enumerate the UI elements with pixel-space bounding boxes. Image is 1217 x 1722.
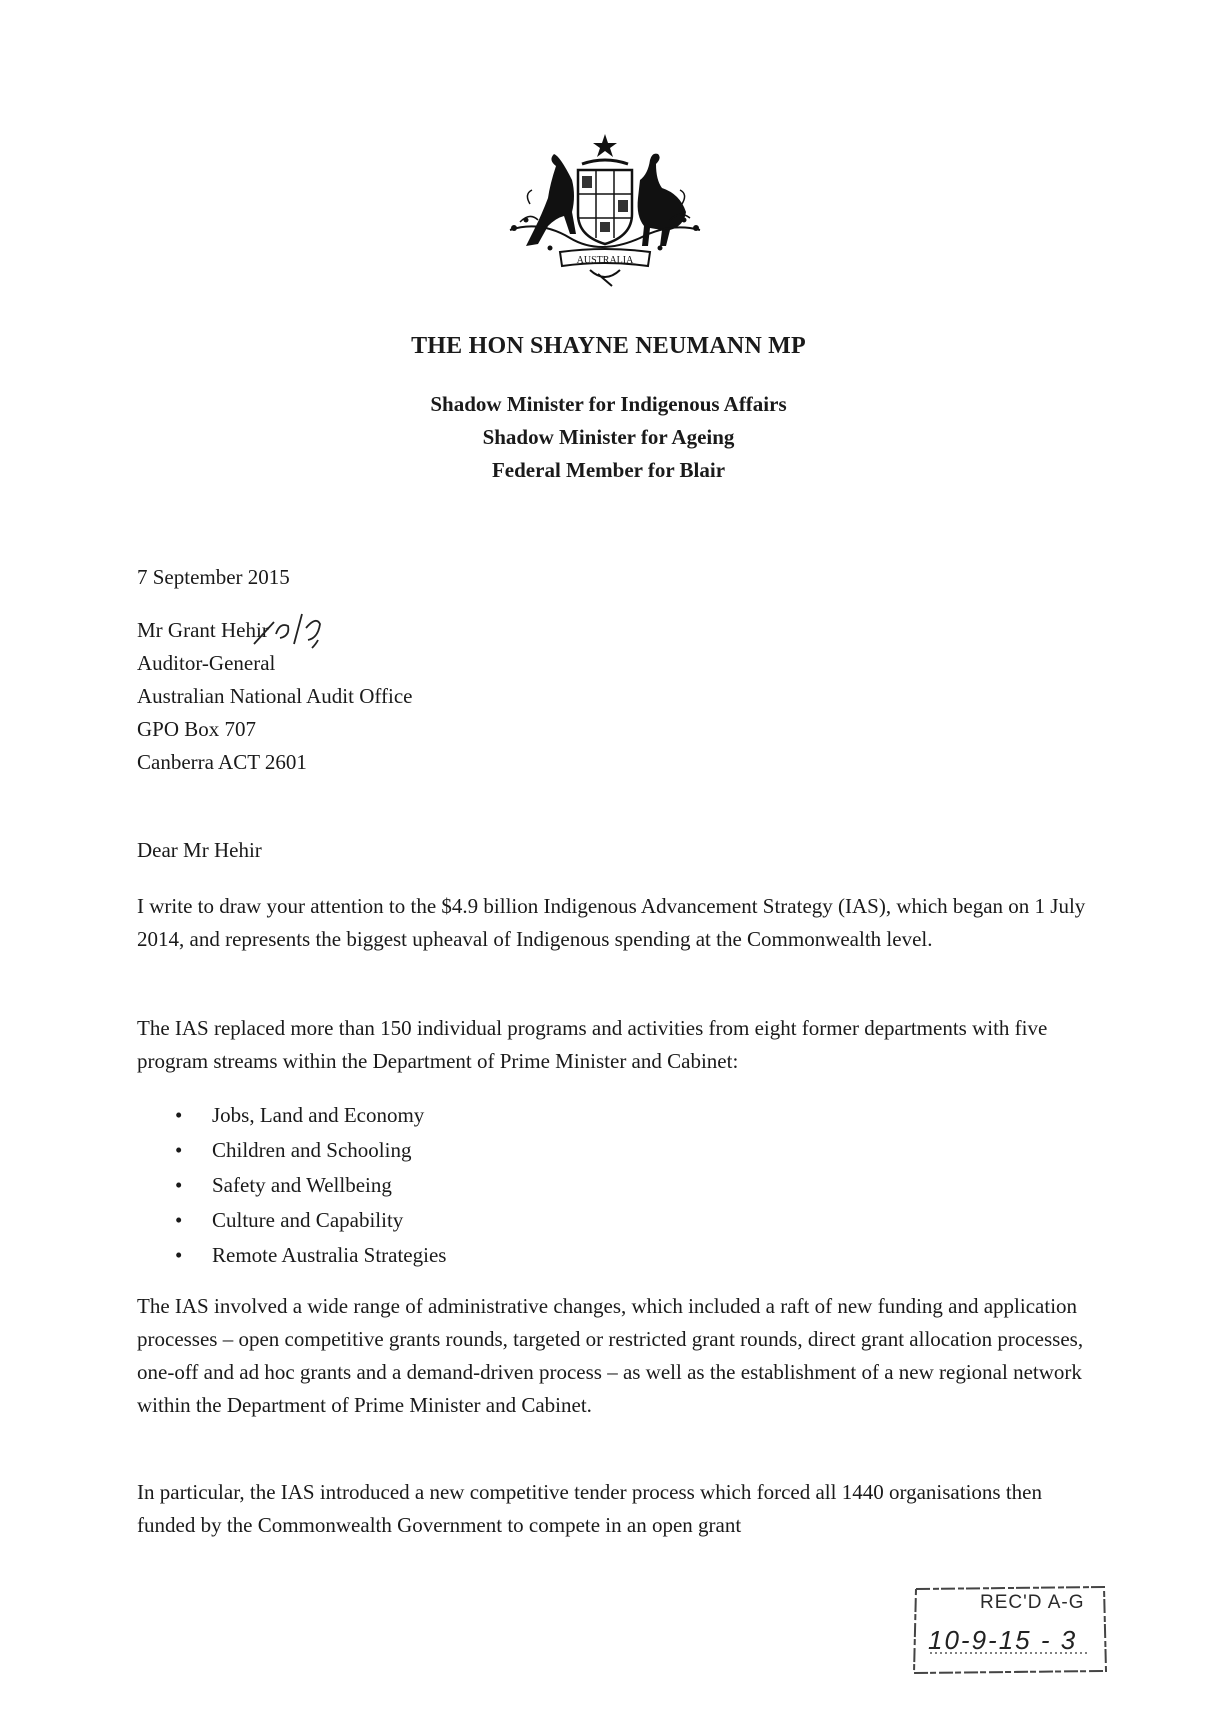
received-stamp: [910, 1585, 1110, 1675]
letterhead-name: THE HON SHAYNE NEUMANN MP: [411, 333, 806, 359]
list-item: • Jobs, Land and Economy: [175, 1098, 446, 1133]
list-item: • Children and Schooling: [175, 1133, 446, 1168]
role-line: Federal Member for Blair: [491, 458, 726, 482]
paragraph: The IAS involved a wide range of administrative changes, which included a raft of new funding and application processes – open competitive grants rounds, targeted or restricted grant rounds, direct grant allocation processes, one-off and ad hoc grants and a demand-driven process – as well as the establishment of a new regional network within the Department of Prime Minister and Cabinet.: [137, 1294, 1084, 1417]
coat-of-arms-icon: [490, 134, 720, 294]
recipient-line: Mr Grant Hehir: [137, 618, 269, 642]
crest-scroll-label: AUSTRALIA: [576, 255, 634, 266]
recipient-line: Auditor-General: [137, 651, 276, 675]
handwritten-annotation-icon: [250, 604, 330, 652]
letterhead-roles: [0, 388, 1217, 487]
list-item: • Culture and Capability: [175, 1203, 446, 1238]
program-streams-list: [175, 1098, 446, 1273]
paragraph: I write to draw your attention to the $4.9 billion Indigenous Advancement Strategy (IAS), which began on 1 July 2014, and represents the biggest upheaval of Indigenous spending at the Commonwealth level.: [137, 894, 1086, 951]
stamp-handwritten-date: 10-9-15 - 3: [928, 1625, 1078, 1655]
letter-date: 7 September 2015: [137, 565, 290, 589]
recipient-line: Canberra ACT 2601: [137, 750, 307, 774]
list-item: • Safety and Wellbeing: [175, 1168, 446, 1203]
stamp-label: REC'D A-G: [980, 1592, 1085, 1613]
role-line: Shadow Minister for Indigenous Affairs: [430, 392, 787, 416]
paragraph: The IAS replaced more than 150 individual programs and activities from eight former departments with five program streams within the Department of Prime Minister and Cabinet:: [137, 1016, 1048, 1073]
role-line: Shadow Minister for Ageing: [482, 425, 735, 449]
recipient-line: GPO Box 707: [137, 717, 257, 741]
list-item: • Remote Australia Strategies: [175, 1238, 446, 1273]
salutation: Dear Mr Hehir: [137, 838, 262, 862]
recipient-line: Australian National Audit Office: [137, 684, 413, 708]
paragraph: In particular, the IAS introduced a new competitive tender process which forced all 1440 organisations then funded by the Commonwealth Government to compete in an open grant: [137, 1480, 1042, 1537]
